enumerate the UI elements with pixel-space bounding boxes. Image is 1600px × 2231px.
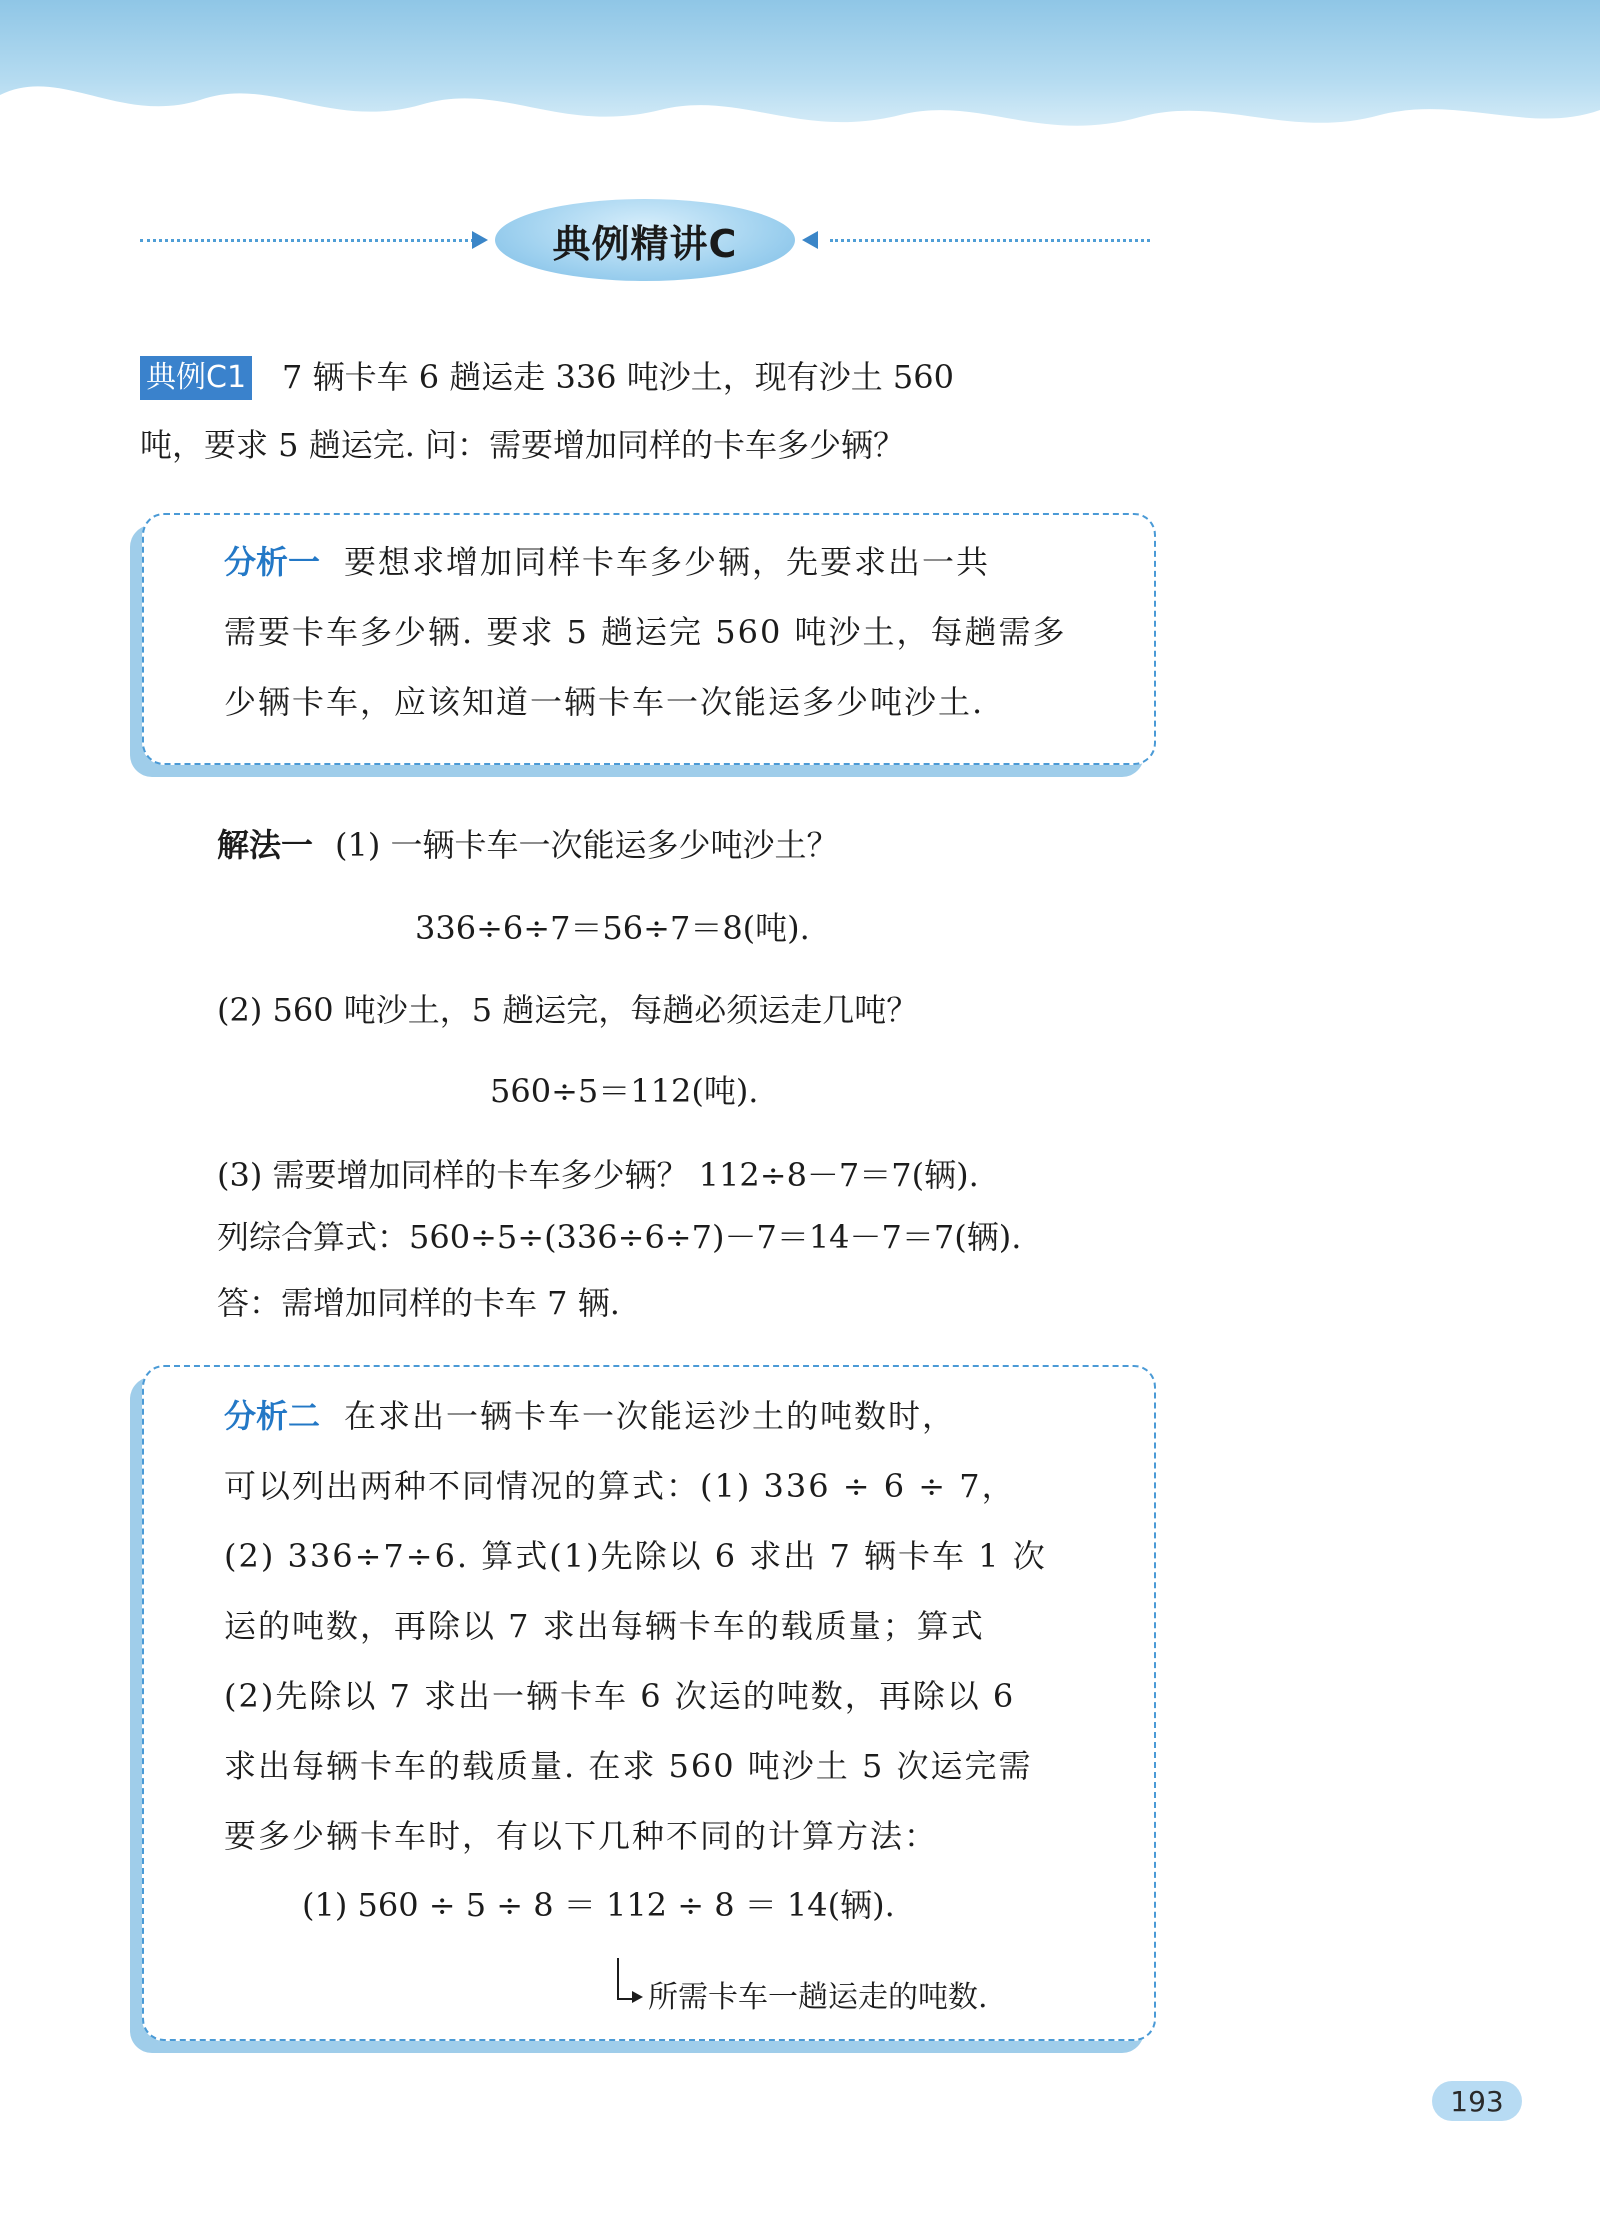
page-number: 193 [1432,2081,1522,2121]
analysis-two-line-3: (2) 336÷7÷6. 算式(1)先除以 6 求出 7 辆卡车 1 次 [224,1537,1047,1575]
analysis-two-line-2: 可以列出两种不同情况的算式：(1) 336 ÷ 6 ÷ 7， [224,1467,1016,1505]
analysis-two-line-7: 要多少辆卡车时，有以下几种不同的计算方法： [224,1817,939,1855]
solution-one-label: 解法一 [217,826,314,864]
section-title-banner [140,205,1150,275]
analysis-one-box [142,513,1156,765]
dotted-rule-right [830,239,1150,242]
analysis-one-label: 分析一 [224,543,321,581]
analysis-two-line-6: 求出每辆卡车的载质量. 在求 560 吨沙土 5 次运完需 [224,1747,1033,1785]
analysis-two-method-1: (1) 560 ÷ 5 ÷ 8 ＝ 112 ÷ 8 ＝ 14(辆). [302,1886,895,1924]
analysis-two-text-1: 在求出一辆卡车一次能运沙土的吨数时， [344,1397,957,1435]
cloud-decoration [0,55,1600,165]
solution-one-step-1 [217,820,839,866]
example-line-1 [140,343,1150,411]
solution-one-eq-2: 560÷5＝112(吨). [490,1072,759,1110]
analysis-one-line-1 [224,527,1114,597]
section-title: 典例精讲C [495,199,795,281]
analysis-one-line-2: 需要卡车多少辆. 要求 5 趟运完 560 吨沙土，每趟需多 [224,613,1067,651]
example-tag: 典例C1 [140,356,252,400]
analysis-two-line-1 [224,1381,1114,1451]
analysis-two-line-5: (2)先除以 7 求出一辆卡车 6 次运的吨数，再除以 6 [224,1677,1016,1715]
analysis-one-text-1: 要想求增加同样卡车多少辆，先要求出一共 [344,543,991,581]
arrow-left-icon [802,231,818,249]
analysis-two-annotation: 所需卡车一趟运走的吨数. [648,1980,988,2015]
example-line-2: 吨，要求 5 趟运完. 问：需要增加同样的卡车多少辆？ [140,426,906,464]
analysis-two-line-4: 运的吨数，再除以 7 求出每辆卡车的载质量；算式 [224,1607,985,1645]
example-text-1: 7 辆卡车 6 趟运走 336 吨沙土，现有沙土 560 [282,358,954,396]
solution-one-step-2: (2) 560 吨沙土，5 趟运完，每趟必须运走几吨？ [217,991,919,1029]
analysis-two-label: 分析二 [224,1397,321,1435]
solution-one-answer: 答：需增加同样的卡车 7 辆. [217,1284,620,1322]
dotted-rule-left [140,239,480,242]
analysis-one-line-3: 少辆卡车，应该知道一辆卡车一次能运多少吨沙土. [224,683,985,721]
solution-one-combined: 列综合算式：560÷5÷(336÷6÷7)－7＝14－7＝7(辆). [217,1218,1022,1256]
annotation-arrow-icon [632,1991,643,2003]
solution-one-step-1-text: (1) 一辆卡车一次能运多少吨沙土？ [335,826,839,864]
arrow-right-icon [472,231,488,249]
solution-one-eq-1: 336÷6÷7＝56÷7＝8(吨). [415,909,810,947]
example-problem [140,343,1150,479]
solution-one-step-3: (3) 需要增加同样的卡车多少辆？ 112÷8－7＝7(辆). [217,1156,979,1194]
analysis-two-box [142,1365,1156,2041]
